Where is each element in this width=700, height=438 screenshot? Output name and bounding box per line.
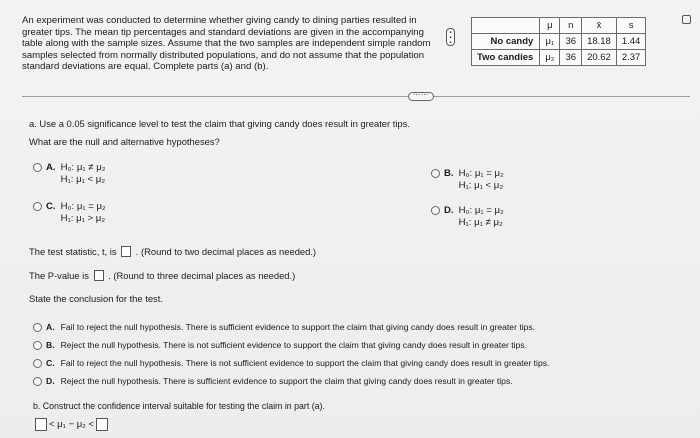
table-header-cell: s: [616, 18, 646, 34]
problem-intro: An experiment was conducted to determine whether giving candy to dining parties resulted in greater tips. The mean tip percentages and standard deviations are given in the accompanying table along with the sample sizes. Assume that the two samples are independent simple random samples selected from normally distributed populations, and do not assume that the population standard deviations are equal. Complete parts (a) and (b).: [22, 15, 431, 73]
pvalue-suffix: . (Round to three decimal places as needed.): [108, 270, 296, 281]
conclusion-option-b[interactable]: [33, 340, 527, 350]
radio-button[interactable]: [431, 169, 440, 178]
option-letter: C.: [46, 201, 56, 212]
conclusion-option-a[interactable]: [33, 322, 535, 332]
conclusion-text: Fail to reject the null hypothesis. There is sufficient evidence to support the claim that giving candy does result in greater tips.: [60, 322, 536, 332]
option-letter: B.: [444, 168, 454, 179]
table-cell: 18.18: [582, 34, 617, 50]
more-button[interactable]: ⋯⋯: [408, 92, 434, 101]
hypothesis-option-c[interactable]: [33, 201, 106, 225]
conclusion-text: Fail to reject the null hypothesis. There is not sufficient evidence to support the claim that giving candy does result in greater tips.: [60, 358, 550, 368]
alt-hypothesis: H₁: μ₁ ≠ μ₂: [458, 217, 503, 228]
null-hypothesis: H₀: μ₁ = μ₂: [458, 205, 504, 216]
test-statistic-suffix: . (Round to two decimal places as needed.): [135, 246, 317, 257]
option-letter: D.: [46, 376, 55, 386]
ci-middle-text: < μ₁ − μ₂ <: [49, 419, 95, 430]
conclusion-text: Reject the null hypothesis. There is not sufficient evidence to support the claim that giving candy does result in greater tips.: [60, 340, 527, 350]
pvalue-input[interactable]: [94, 270, 104, 281]
option-letter: B.: [46, 340, 55, 350]
part-b-prompt: b. Construct the confidence interval suitable for testing the claim in part (a).: [33, 401, 325, 411]
alt-hypothesis: H₁: μ₁ < μ₂: [60, 174, 106, 185]
hypothesis-pair: [61, 162, 106, 186]
hypothesis-pair: [61, 201, 106, 225]
radio-button[interactable]: [33, 323, 42, 332]
radio-button[interactable]: [33, 377, 42, 386]
ci-upper-input[interactable]: [96, 418, 108, 431]
conclusion-option-c[interactable]: [33, 358, 549, 368]
radio-button[interactable]: [431, 206, 440, 215]
option-letter: C.: [46, 358, 55, 368]
conclusion-text: Reject the null hypothesis. There is sufficient evidence to support the claim that giving candy does result in greater tips.: [60, 376, 513, 386]
hypothesis-option-a[interactable]: [33, 162, 105, 186]
hypothesis-pair: [459, 205, 504, 229]
option-letter: A.: [46, 162, 56, 173]
table-expand-icon[interactable]: ▪ ▪ ▪: [446, 28, 455, 46]
hypothesis-pair: [459, 168, 504, 192]
ci-lower-input[interactable]: [35, 418, 47, 431]
table-header-row: [472, 18, 646, 34]
pvalue-prefix: The P-value is: [29, 270, 89, 281]
table-header-cell: μ: [540, 18, 560, 34]
test-statistic-prefix: The test statistic, t, is: [29, 246, 117, 257]
section-divider: [22, 96, 690, 97]
table-cell: 20.62: [582, 50, 617, 66]
option-letter: D.: [444, 205, 454, 216]
table-header-cell: x̄: [582, 18, 617, 34]
table-row: [472, 34, 646, 50]
radio-button[interactable]: [33, 359, 42, 368]
part-a-prompt: a. Use a 0.05 significance level to test the claim that giving candy does result in greater tips.: [29, 118, 410, 129]
table-header-cell: [472, 18, 540, 34]
hypothesis-option-b[interactable]: [431, 168, 504, 192]
null-hypothesis: H₀: μ₁ = μ₂: [60, 201, 106, 212]
table-cell: 2.37: [616, 50, 646, 66]
radio-button[interactable]: [33, 202, 42, 211]
copy-table-icon[interactable]: [682, 15, 691, 24]
data-table: [471, 17, 646, 66]
null-hypothesis: H₀: μ₁ = μ₂: [458, 168, 504, 179]
table-cell: 1.44: [616, 34, 646, 50]
conclusion-prompt: State the conclusion for the test.: [29, 293, 163, 304]
table-cell: 36: [560, 50, 582, 66]
test-statistic-input[interactable]: [121, 246, 131, 257]
table-cell: 36: [560, 34, 582, 50]
alt-hypothesis: H₁: μ₁ > μ₂: [60, 213, 106, 224]
radio-button[interactable]: [33, 163, 42, 172]
confidence-interval: [33, 418, 110, 431]
hypothesis-option-d[interactable]: [431, 205, 504, 229]
option-letter: A.: [46, 322, 55, 332]
null-hypothesis: H₀: μ₁ ≠ μ₂: [60, 162, 106, 173]
table-cell: μ₁: [540, 34, 560, 50]
test-statistic-line: [29, 246, 316, 257]
table-header-cell: n: [560, 18, 582, 34]
table-cell: μ₂: [540, 50, 560, 66]
table-row: [472, 50, 646, 66]
hypotheses-question: What are the null and alternative hypotheses?: [29, 136, 220, 147]
radio-button[interactable]: [33, 341, 42, 350]
conclusion-option-d[interactable]: [33, 376, 513, 386]
table-row-label: No candy: [472, 34, 540, 50]
pvalue-line: [29, 270, 295, 281]
alt-hypothesis: H₁: μ₁ < μ₂: [458, 180, 504, 191]
table-row-label: Two candies: [472, 50, 540, 66]
